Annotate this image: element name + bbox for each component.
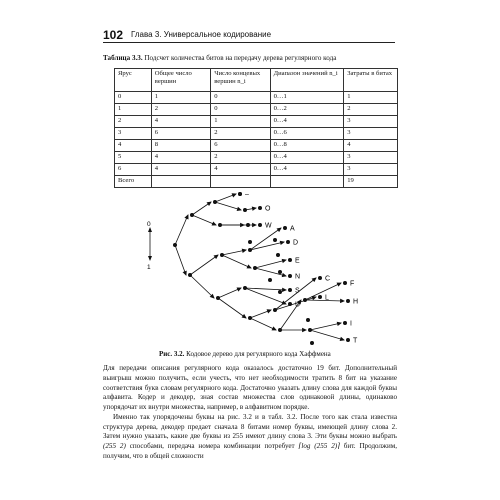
axis-label-1: 1: [147, 264, 151, 271]
tree-edge: [222, 255, 251, 268]
table-cell: 4: [344, 140, 398, 152]
code-tree-figure: [140, 180, 370, 350]
tree-node: [278, 290, 282, 294]
tree-arrowhead: [252, 207, 256, 210]
leaf-label: T: [353, 337, 358, 345]
leaf-label: E: [295, 257, 300, 265]
chapter-title: Глава 3. Универсальное кодирование: [131, 30, 272, 39]
tree-edge: [175, 215, 188, 245]
table-body: [115, 92, 398, 188]
tree-edge: [175, 245, 186, 275]
body-text: [103, 364, 397, 462]
tree-node: [243, 286, 247, 290]
table-cell: 19: [344, 176, 398, 188]
tree-node: [213, 200, 217, 204]
table-cell: 4: [151, 116, 210, 128]
running-header: [103, 28, 395, 43]
table-cell: 4: [115, 140, 152, 152]
leaf-label: S: [295, 287, 300, 295]
table-cell: 8: [151, 140, 210, 152]
paragraph-2: [103, 413, 397, 462]
tree-node: [173, 243, 177, 247]
table-cell: 0…6: [270, 128, 344, 140]
tree-edge: [218, 298, 246, 318]
tree-node: [288, 302, 292, 306]
tree-node: [188, 273, 192, 277]
tree-edge: [245, 288, 286, 290]
table-row: [115, 92, 398, 104]
tree-node: [238, 192, 242, 196]
tree-node: [288, 274, 292, 278]
table-cell: 2: [115, 116, 152, 128]
tree-arrowhead: [282, 288, 286, 291]
tree-arrowhead: [337, 283, 341, 286]
tree-node: [283, 226, 287, 230]
tree-arrowhead: [214, 255, 218, 258]
tree-edge: [305, 283, 341, 300]
tree-arrowhead: [185, 215, 188, 219]
tree-arrowhead: [183, 271, 186, 275]
tree-arrowhead: [242, 315, 246, 318]
table-header-cell: Диапазон значений n_i: [270, 69, 344, 92]
tree-arrowhead: [272, 327, 276, 330]
table-cell: 3: [344, 164, 398, 176]
table-row: [115, 104, 398, 116]
table-cell: 3: [344, 128, 398, 140]
table-cell: 3: [344, 116, 398, 128]
tree-node: [343, 321, 347, 325]
tree-node: [346, 338, 350, 342]
tree-node: [346, 299, 350, 303]
leaf-label: U: [295, 301, 301, 309]
tree-node: [273, 238, 277, 242]
tree-arrowhead: [207, 202, 211, 205]
table-cell: 0: [115, 92, 152, 104]
tree-node: [276, 253, 280, 257]
table-cell: Всего: [115, 176, 152, 188]
tree-arrowhead: [277, 228, 281, 231]
leaf-label: A: [290, 225, 295, 233]
tree-edge: [255, 260, 286, 268]
tree-node: [216, 296, 220, 300]
binomial-formula: (255 2): [103, 442, 126, 450]
figure-caption-label: Рис. 3.2.: [159, 350, 185, 358]
tree-node: [258, 206, 262, 210]
tree-arrowhead: [312, 297, 316, 300]
tree-arrowhead: [340, 299, 344, 302]
tree-arrowhead: [242, 249, 246, 252]
axis-label-0: 0: [147, 221, 151, 228]
tree-node: [318, 295, 322, 299]
tree-arrowhead: [237, 207, 241, 210]
tree-arrowhead: [241, 223, 245, 226]
tree-edge: [215, 202, 241, 210]
table-cell: 5: [115, 152, 152, 164]
table-caption-label: Таблица 3.3.: [103, 54, 143, 62]
tree-node: [248, 240, 252, 244]
table-header-cell: Общее число вершин: [151, 69, 210, 92]
tree-node: [278, 270, 282, 274]
table-cell: 0: [211, 92, 270, 104]
tree-node: [288, 258, 292, 262]
table-cell: 1: [344, 92, 398, 104]
table-cell: 1: [151, 92, 210, 104]
tree-arrowhead: [247, 265, 251, 268]
tree-edge: [190, 255, 218, 275]
table-cell: 0…1: [270, 92, 344, 104]
paragraph-2-part-c: бит. Продолжим, получим, что в общей сложности: [103, 442, 398, 460]
tree-node: [273, 308, 277, 312]
leaf-label: O: [265, 205, 271, 213]
tree-node: [268, 278, 272, 282]
bit-axis: [147, 221, 152, 271]
table-row: [115, 128, 398, 140]
tree-arrowhead: [282, 274, 286, 277]
table-cell: 4: [151, 152, 210, 164]
tree-arrowhead: [340, 337, 344, 340]
table-cell: 0: [211, 104, 270, 116]
table-cell: 3: [115, 128, 152, 140]
leaf-label: D: [293, 239, 299, 247]
leaf-label: L: [325, 294, 329, 302]
tree-node: [308, 328, 312, 332]
table-cell: 2: [151, 104, 210, 116]
leaf-label: N: [295, 273, 301, 281]
tree-node: [248, 316, 252, 320]
table-cell: 0…4: [270, 164, 344, 176]
tree-edge: [250, 318, 276, 330]
tree-node: [278, 328, 282, 332]
tree-node: [303, 298, 307, 302]
table-cell: 6: [211, 140, 270, 152]
table-header-row: [115, 69, 398, 92]
paragraph-2-part-a: Именно так упорядочены буквы на рис. 3.2 и в табл. 3.2. После того как стала известна структура дерева, декодер предает сначала 8 битами номер буквы, имеющей длину слова 2. Затем нужно указать, какие две буквы из 255 имеют длину слова 3. Эти буквы можно выбрать: [103, 412, 397, 441]
figure-caption: [159, 350, 331, 358]
table-cell: 0…8: [270, 140, 344, 152]
tree-node: [248, 248, 252, 252]
table-row: [115, 152, 398, 164]
table-row: [115, 116, 398, 128]
table-header-cell: Число концевых вершин n_i: [211, 69, 270, 92]
table-row: [115, 140, 398, 152]
tree-node: [220, 253, 224, 257]
tree-arrowhead: [267, 310, 271, 313]
tree-arrowhead: [232, 194, 236, 197]
table-cell: 4: [151, 164, 210, 176]
tree-edge: [310, 323, 341, 330]
tree-arrowhead: [237, 288, 241, 291]
tree-node: [258, 223, 262, 227]
tree-arrowhead: [212, 222, 216, 225]
table-cell: 3: [344, 152, 398, 164]
table-header-cell: Ярус: [115, 69, 152, 92]
log-formula: ⌈log (255 2)⌉: [298, 442, 340, 450]
leaf-label: –: [245, 191, 249, 199]
tree-node: [243, 208, 247, 212]
paragraph-1: Для передачи описания регулярного кода оказалось достаточно 19 бит. Дополнительный выигрыш можно получить, если учесть, что нет необходимости тратить 8 бит на указание соответствия букв словам регулярного кода. Достаточно указать длину слова для каждой буквы алфавита. Кодер и декодер, зная состав множества слов одинаковой длины, одинаково упорядочат их внутри множества, например, в алфавитном порядке.: [103, 364, 397, 411]
table-cell: 1: [211, 116, 270, 128]
tree-arrowhead: [280, 241, 284, 244]
leaf-label: I: [350, 320, 352, 328]
table-cell: 0…4: [270, 116, 344, 128]
table-caption: [103, 54, 336, 62]
tree-node: [218, 223, 222, 227]
table-cell: 6: [115, 164, 152, 176]
table-cell: 1: [115, 104, 152, 116]
table-cell: 2: [211, 128, 270, 140]
tree-arrowhead: [303, 328, 307, 331]
tree-node: [310, 341, 314, 345]
tree-node: [318, 276, 322, 280]
tree-node: [253, 266, 257, 270]
paragraph-2-part-b: способами, передача номера комбинации потребует: [129, 442, 295, 450]
tree-node: [343, 281, 347, 285]
table-caption-text: Подсчет количества битов на передачу дерева регулярного кода: [144, 54, 337, 62]
leaf-label: F: [350, 280, 355, 288]
figure-caption-text: Кодовое дерево для регулярного кода Хаффмена: [186, 350, 331, 358]
table-cell: 4: [211, 164, 270, 176]
table-cell: 0…4: [270, 152, 344, 164]
tree-arrowhead: [253, 223, 257, 226]
tree-arrowhead: [282, 259, 286, 262]
tree-node: [288, 288, 292, 292]
leaf-label: C: [325, 275, 331, 283]
tree-edge: [192, 215, 216, 225]
table-cell: 2: [211, 152, 270, 164]
table-cell: 2: [344, 104, 398, 116]
tree-edge: [190, 275, 214, 298]
tree-edge: [310, 330, 344, 340]
table-cell: 6: [151, 128, 210, 140]
tree-arrowhead: [337, 322, 341, 325]
bits-table: [114, 68, 398, 188]
tree-node: [306, 318, 310, 322]
table-cell: 0…2: [270, 104, 344, 116]
tree-node: [190, 213, 194, 217]
table-header-cell: Затраты в битах: [344, 69, 398, 92]
page-number: 102: [103, 28, 124, 42]
table-row: [115, 164, 398, 176]
tree-node: [246, 223, 250, 227]
leaf-label: H: [353, 298, 359, 306]
tree-node: [286, 240, 290, 244]
leaf-label: W: [265, 222, 272, 230]
